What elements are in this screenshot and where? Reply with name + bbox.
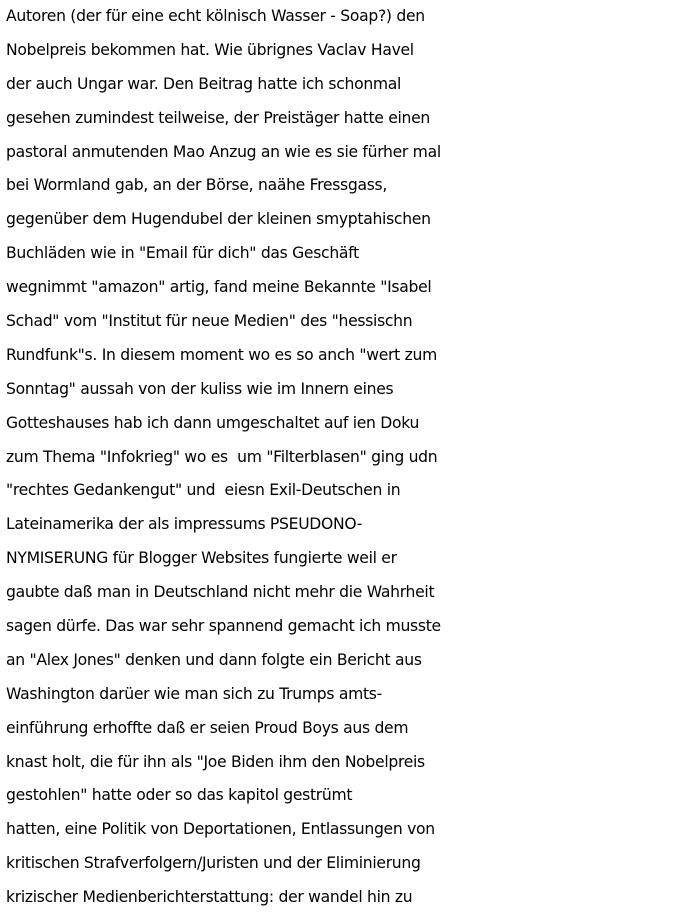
text-line: Washington darüer wie man sich zu Trumps amts- [6,684,382,703]
text-line: Gotteshauses hab ich dann umgeschaltet auf ien Doku [6,413,420,432]
text-line: Sonntag" aussah von der kuliss wie im Innern eines [6,379,394,398]
text-line: Buchläden wie in "Email für dich" das Geschäft [6,244,359,263]
text-line: einführung erhoffte daß er seien Proud Boys aus dem [6,718,409,737]
document-body [6,0,684,915]
text-line: Lateinamerika der als impressums PSEUDONO- [6,515,363,534]
text-line: krizischer Medienberichterstattung: der wandel hin zu [6,888,413,907]
text-line: gegenüber dem Hugendubel der kleinen smyptahischen [6,210,431,229]
text-line: gesehen zumindest teilweise, der Preistäger hatte einen [6,108,431,127]
text-line: bei Wormland gab, an der Börse, naähe Fressgass, [6,176,388,195]
text-line: Rundfunk"s. In diesem moment wo es so anch "wert zum [6,345,437,364]
text-line: Autoren (der für eine echt kölnisch Wasser - Soap?) den [6,7,425,25]
text-line: gaubte daß man in Deutschland nicht mehr die Wahrheit [6,583,435,602]
text-line: sagen dürfe. Das war sehr spannend gemacht ich musste [6,617,441,636]
text-line: NYMISERUNG für Blogger Websites fungierte weil er [6,549,397,568]
text-line: knast holt, die für ihn als "Joe Biden ihm den Nobelpreis [6,752,425,771]
text-line: gestohlen" hatte oder so das kapitol gestrümt [6,786,353,805]
text-line: zum Thema "Infokrieg" wo es um "Filterblasen" ging udn [6,447,438,466]
text-line: wegnimmt "amazon" artig, fand meine Bekannte "Isabel [6,278,432,297]
text-line: "rechtes Gedankengut" und eiesn Exil-Deutschen in [6,481,401,500]
text-line: hatten, eine Politik von Deportationen, Entlassungen von [6,820,435,839]
text-line: kritischen Strafverfolgern/Juristen und der Eliminierung [6,854,421,873]
text-line: der auch Ungar war. Den Beitrag hatte ich schonmal [6,74,402,93]
text-line: an "Alex Jones" denken und dann folgte ein Bericht aus [6,650,422,669]
text-line: Schad" vom "Institut für neue Medien" des "hessischn [6,312,413,331]
text-line: pastoral anmutenden Mao Anzug an wie es sie fürher mal [6,142,441,161]
text-line: Nobelpreis bekommen hat. Wie übrignes Vaclav Havel [6,40,414,59]
